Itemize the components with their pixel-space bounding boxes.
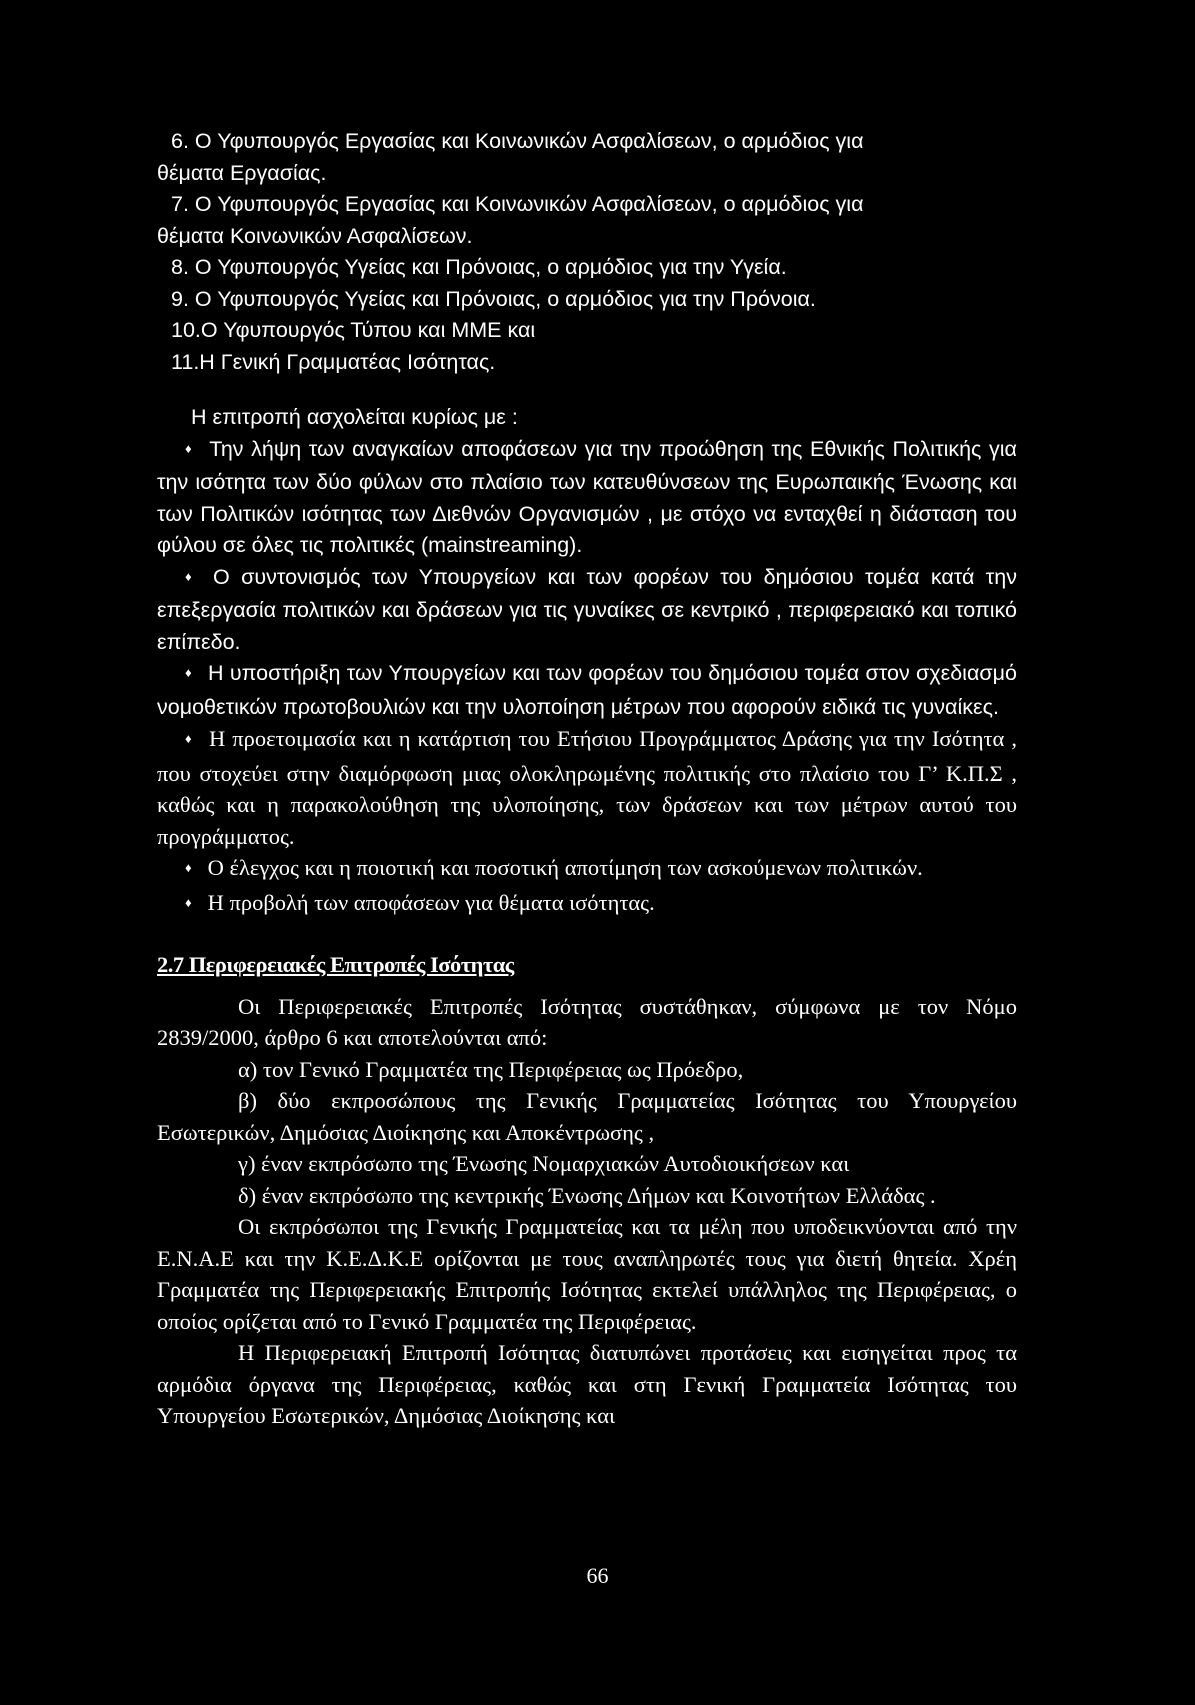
section-paragraph-1: Οι Περιφερειακές Επιτροπές Ισότητας συστάθηκαν, σύμφωνα με τον Νόμο 2839/2000, άρθρο 6 και αποτελούνται από:: [157, 993, 1017, 1050]
duty-text-4: Η προετοιμασία και η κατάρτιση του Ετήσιου Προγράμματος Δράσης για την Ισότητα , που στοχεύει στην διαμόρφωση μιας ολοκληρωμένης πολιτικής στο πλαίσιο του Γ’ Κ.Π.Σ , καθώς και η παρακολούθηση της υλοποίησης, των δράσεων και των μέτρων αυτού του προγράμματος.: [157, 726, 1017, 849]
duty-bullet-1: [157, 434, 1017, 562]
diamond-bullet-icon: ♦: [185, 440, 194, 456]
duty-bullet-4: [157, 723, 1017, 852]
diamond-bullet-icon: ♦: [185, 894, 192, 910]
duty-text-6: Η προβολή των αποφάσεων για θέματα ισότητας.: [207, 889, 655, 915]
section-paragraph-3: Η Περιφερειακή Επιτροπή Ισότητας διατυπώνει προτάσεις και εισηγείται προς τα αρμόδια όργανα της Περιφέρειας, καθώς και στη Γενική Γραμματεία Ισότητας του Υπουργείου Εσωτερικών, Δημόσιας Διοίκησης και: [157, 1340, 1017, 1428]
list-item-10: 10.Ο Υφυπουργός Τύπου και ΜΜΕ και: [171, 318, 536, 342]
list-item-6-line-1: 6. Ο Υφυπουργός Εργασίας και Κοινωνικών Ασφαλίσεων, ο αρμόδιος για: [171, 129, 864, 153]
spacer: [157, 981, 1017, 991]
duty-text-5: Ο έλεγχος και η ποιοτική και ποσοτική αποτίμηση των ασκούμενων πολιτικών.: [207, 855, 923, 880]
committee-duties-serif: [157, 723, 1017, 921]
member-c: γ) έναν εκπρόσωπο της Ένωσης Νομαρχιακών Αυτοδιοικήσεων και: [238, 1151, 850, 1176]
diamond-bullet-icon: ♦: [185, 568, 198, 584]
duty-text-3: Η υποστήριξη των Υπουργείων και των φορέων του δημόσιου τομέα στον σχεδιασμό νομοθετικών πρωτοβουλιών και την υλοποίηση μέτρων που αφορούν ειδικά τις γυναίκες.: [157, 661, 1017, 719]
list-item-6-line-2: θέματα Εργασίας.: [157, 160, 327, 185]
diamond-bullet-icon: ♦: [185, 665, 193, 680]
duty-text-2: Ο συντονισμός των Υπουργείων και των φορέων του δημόσιου τομέα κατά την επεξεργασία πολιτικών και δράσεων για τις γυναίκες σε κεντρικό , περιφερειακό και τοπικό επίπεδο.: [157, 564, 1018, 654]
spacer: [157, 921, 1017, 931]
committee-member-list: [157, 126, 1017, 378]
committee-duties: [157, 402, 1017, 723]
section-paragraph-2: Οι εκπρόσωποι της Γενικής Γραμματείας και τα μέλη που υποδεικνύονται από την Ε.Ν.Α.Ε και την Κ.Ε.Δ.Κ.Ε ορίζονται με τους αναπληρωτές τους για διετή θητεία. Χρέη Γραμματέα της Περιφερειακής Επιτροπής Ισότητας εκτελεί υπάλληλος της Περιφέρειας, ο οποίος ορίζεται από το Γενικό Γραμματέα της Περιφέρειας.: [157, 1214, 1017, 1334]
page-number: 66: [586, 1563, 609, 1588]
list-item-8: 8. Ο Υφυπουργός Υγείας και Πρόνοιας, ο αρμόδιος για την Υγεία.: [171, 255, 787, 279]
document-page: [157, 126, 1017, 1432]
duties-intro: Η επιτροπή ασχολείται κυρίως με :: [191, 405, 518, 429]
spacer: [157, 378, 1017, 402]
list-item-7-line-1: 7. Ο Υφυπουργός Εργασίας και Κοινωνικών Ασφαλίσεων, ο αρμόδιος για: [171, 192, 864, 216]
duty-bullet-6: [157, 887, 1017, 922]
member-d: δ) έναν εκπρόσωπο της κεντρικής Ένωσης Δήμων και Κοινοτήτων Ελλάδας .: [238, 1182, 936, 1208]
member-b: β) δύο εκπροσώπους της Γενικής Γραμματείας Ισότητας του Υπουργείου Εσωτερικών, Δημόσιας Διοίκησης και Αποκέντρωσης ,: [157, 1088, 1017, 1145]
duty-bullet-5: [157, 852, 1017, 887]
diamond-bullet-icon: ♦: [185, 731, 194, 746]
duty-text-1: Την λήψη των αναγκαίων αποφάσεων για την προώθηση της Εθνικής Πολιτικής για την ισότητα των δύο φύλων στο πλαίσιο των κατευθύνσεων της Ευρωπαικής Ένωσης και των Πολιτικών ισότητας των Διεθνών Οργανισμών , με στόχο να ενταχθεί η διάσταση του φύλου σε όλες τις πολιτικές (mainstreaming).: [157, 436, 1017, 557]
member-a: α) τον Γενικό Γραμματέα της Περιφέρειας ως Πρόεδρο,: [238, 1056, 744, 1082]
section-heading: 2.7 Περιφερειακές Επιτροπές Ισότητας: [157, 952, 514, 977]
duty-bullet-2: [157, 562, 1017, 659]
list-item-9: 9. Ο Υφυπουργός Υγείας και Πρόνοιας, ο αρμόδιος για την Πρόνοια.: [171, 286, 816, 311]
diamond-bullet-icon: ♦: [185, 860, 192, 875]
list-item-7-line-2: θέματα Κοινωνικών Ασφαλίσεων.: [157, 223, 473, 248]
list-item-11: 11.Η Γενική Γραμματέας Ισότητας.: [171, 349, 496, 374]
duty-bullet-3: [157, 658, 1017, 723]
